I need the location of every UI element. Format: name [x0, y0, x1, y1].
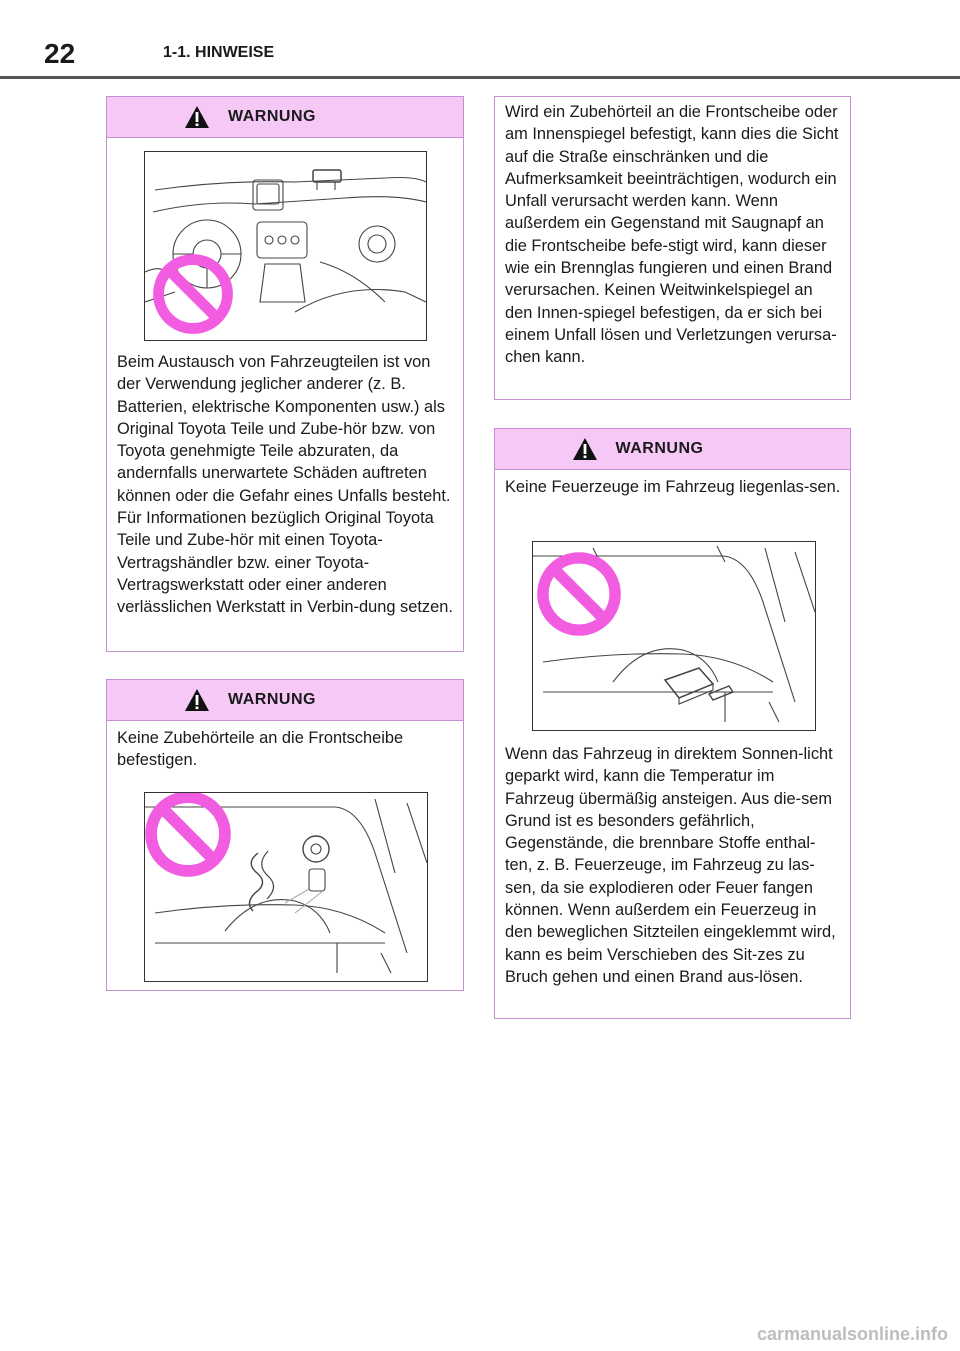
warning-text: Keine Zubehörteile an die Frontscheibe befestigen.: [117, 729, 404, 770]
warning-text-bottom: Wenn das Fahrzeug in direktem Sonnen-licht geparkt wird, kann die Temperatur im Fahrzeug übermäßig ansteigen. Aus die-sem Grund ist es besonders gefährlich, Gegenstände, die brennbare Stoffe enthal-ten, z. B. Feuerzeuge, im Fahrzeug zu las-sen, da sie explodieren oder Feuer fangen können. Wenn außerdem ein Feuerzeug in den beweglichen Sitzteilen eingeklemmt wird, kann es beim Verschieben des Sit-zes zu Bruch gehen und einen Brand aus-lösen.: [505, 745, 836, 986]
warning-title: WARNUNG: [228, 691, 316, 708]
section-title: 1-1. HINWEISE: [163, 44, 275, 61]
warning-text-top: Keine Feuerzeuge im Fahrzeug liegenlas-sen.: [505, 478, 841, 496]
windshield-illustration: [144, 792, 428, 982]
warning-header: [107, 97, 463, 138]
continued-text-box: [494, 96, 851, 400]
header-rule: [0, 76, 960, 79]
continued-text: Wird ein Zubehörteil an die Frontscheibe oder am Innenspiegel befestigt, kann dies die Sicht auf die Straße einschränken und die Aufmerksamkeit beeinträchtigen, wodurch ein Unfall verursacht werden kann. Wenn außerdem ein Gegenstand mit Saugnapf an die Frontscheibe befe-stigt wird, kann dieser wie ein Brennglas fungieren und einen Brand verursachen. Keinen Weitwinkelspiegel an den Innen-spiegel befestigen, da er sich bei einem Unfall lösen und Verletzungen verursa-chen kann.: [505, 103, 839, 367]
warning-box-parts: [106, 96, 464, 652]
warning-header: [495, 429, 850, 470]
warning-triangle-icon: [184, 105, 210, 129]
lighter-illustration: [532, 541, 816, 731]
warning-title: WARNUNG: [228, 108, 316, 125]
warning-triangle-icon: [184, 688, 210, 712]
warning-box-lighter: [494, 428, 851, 1019]
page-number: 22: [44, 38, 76, 69]
prohibition-sign-icon: [535, 550, 623, 638]
warning-text: Beim Austausch von Fahrzeugteilen ist von der Verwendung jeglicher anderer (z. B. Batterien, elektrische Komponenten usw.) als Original Toyota Teile und Zube-hör bzw. von Toyota genehmigte Teile abzuraten, da andernfalls unerwartete Schäden auftreten können oder die Gefahr eines Unfalls besteht. Für Informationen bezüglich Original Toyota Teile und Zube-hör mit einen Toyota-Vertragshändler bzw. einer Toyota-Vertragswerkstatt oder einer anderen verlässlichen Werkstatt in Verbin-dung setzen.: [117, 353, 453, 617]
warning-box-windshield: [106, 679, 464, 991]
warning-header: [107, 680, 463, 721]
dashboard-illustration: [144, 151, 427, 341]
prohibition-sign-icon: [151, 252, 235, 336]
watermark: carmanualsonline.info: [756, 1324, 948, 1344]
warning-title: WARNUNG: [615, 440, 704, 457]
prohibition-sign-icon: [144, 792, 233, 879]
warning-triangle-icon: [572, 437, 598, 461]
